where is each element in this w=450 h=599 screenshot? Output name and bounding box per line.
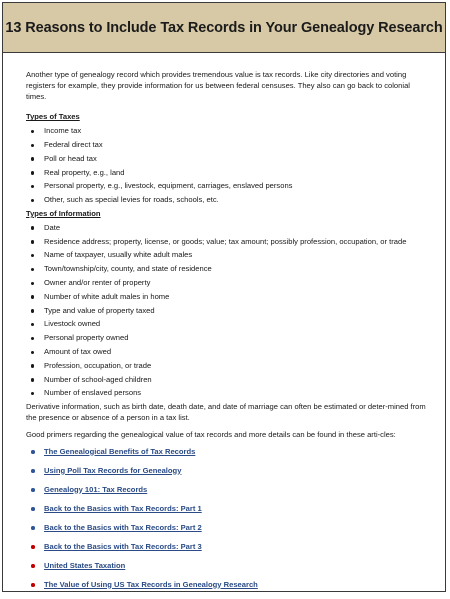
bullet-icon [31,130,34,133]
bullet-icon [31,268,34,271]
bullet-icon [31,323,34,326]
bullet-icon [31,351,34,354]
article-link-item [26,580,428,599]
list-item: Number of enslaved persons [26,388,428,399]
list-item: Real property, e.g., land [26,168,428,179]
article-link[interactable]: The Value of Using US Tax Records in Genealogy Research [44,579,258,589]
article-link[interactable]: Genealogy 101: Tax Records [44,484,148,494]
article-link[interactable]: Back to the Basics with Tax Records: Part 1 [44,503,202,513]
list-item: Income tax [26,126,428,137]
derivative-paragraph: Derivative information, such as birth date, death date, and date of marriage can often be estimated or deter-mined from the presence or absence of a person in a tax list. [26,402,426,422]
bullet-icon [31,526,35,530]
list-item: Federal direct tax [26,140,428,151]
article-link-item [26,447,428,466]
article-link-item [26,504,428,523]
list-item: Type and value of property taxed [26,306,428,317]
list-item: Personal property, e.g., livestock, equipment, carriages, enslaved persons [26,181,428,192]
types-of-information-list [26,223,428,399]
bullet-icon [31,583,35,587]
bullet-icon [31,295,34,298]
bullet-icon [31,545,35,549]
bullet-icon [31,171,34,174]
article-link-item [26,542,428,561]
article-link[interactable]: Back to the Basics with Tax Records: Part 3 [44,541,202,551]
document-page [2,2,446,592]
types-of-information-heading: Types of Information [26,208,101,218]
bullet-icon [31,450,35,454]
list-item: Number of school-aged children [26,375,428,386]
bullet-icon [31,507,35,511]
bullet-icon [31,282,34,285]
article-link[interactable]: Using Poll Tax Records for Genealogy [44,465,182,475]
article-link-item [26,485,428,504]
article-links-list [26,447,428,599]
bullet-icon [31,364,34,367]
bullet-icon [31,226,34,229]
types-of-taxes-list [26,126,428,206]
list-item: Date [26,223,428,234]
bullet-icon [31,392,34,395]
list-item: Livestock owned [26,319,428,330]
list-item: Amount of tax owed [26,347,428,358]
list-item: Name of taxpayer, usually white adult males [26,250,428,261]
bullet-icon [31,157,34,160]
list-item: Profession, occupation, or trade [26,361,428,372]
article-link[interactable]: United States Taxation [44,560,126,570]
types-of-taxes-heading: Types of Taxes [26,112,80,122]
list-item: Poll or head tax [26,154,428,165]
article-link-item [26,523,428,542]
article-link-item [26,561,428,580]
bullet-icon [31,337,34,340]
list-item: Personal property owned [26,333,428,344]
list-item: Residence address; property, license, or goods; value; tax amount; possibly profession, occupation, or trade [26,237,428,248]
list-item: Town/township/city, county, and state of residence [26,264,428,275]
bullet-icon [31,564,35,568]
list-item: Owner and/or renter of property [26,278,428,289]
bullet-icon [31,469,35,473]
list-item: Other, such as special levies for roads, schools, etc. [26,195,428,206]
article-link[interactable]: The Genealogical Benefits of Tax Records [44,446,196,456]
bullet-icon [31,488,35,492]
list-item: Number of white adult males in home [26,292,428,303]
bullet-icon [31,309,34,312]
title-banner [3,3,445,53]
bullet-icon [31,199,34,202]
primers-paragraph: Good primers regarding the genealogical value of tax records and more details can be found in these arti-cles: [26,429,396,439]
bullet-icon [31,144,34,147]
article-link-item [26,466,428,485]
page-title: 13 Reasons to Include Tax Records in Your Genealogy Research [5,19,443,36]
article-link[interactable]: Back to the Basics with Tax Records: Part 2 [44,522,202,532]
document-body [26,70,428,599]
bullet-icon [31,254,34,257]
bullet-icon [31,185,34,188]
intro-paragraph: Another type of genealogy record which provides tremendous value is tax records. Like city directories and voting registers for example, they provide information for us between federal censuses. They also can go back to colonial times. [26,70,410,101]
bullet-icon [31,240,34,243]
bullet-icon [31,378,34,381]
